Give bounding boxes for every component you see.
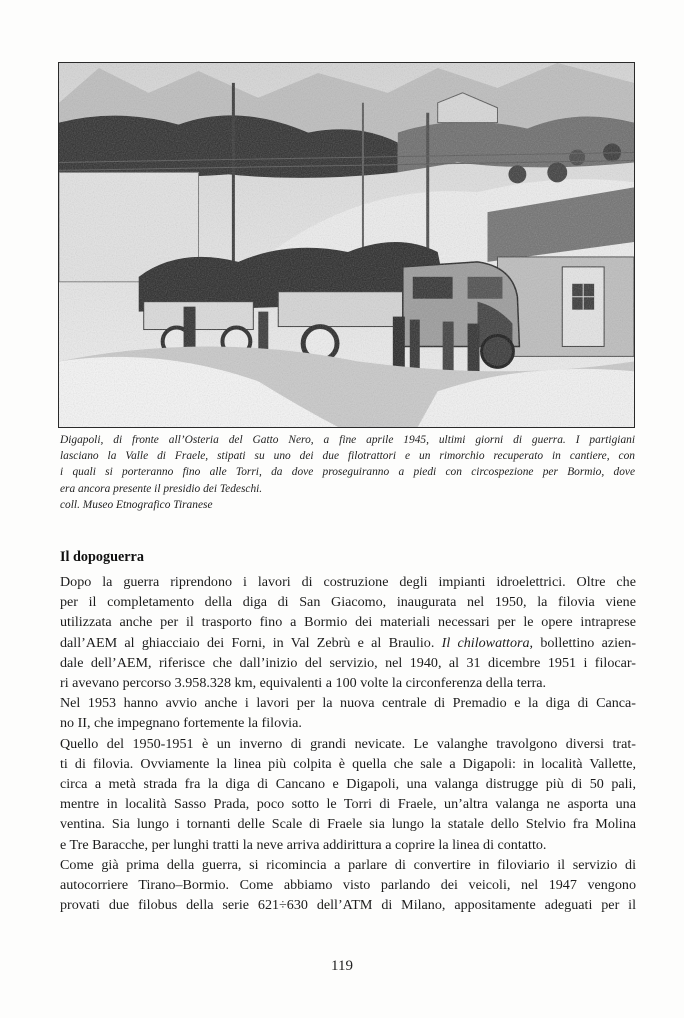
caption-line: lasciano la Valle di Fraele, stipati su uno dei due filotrattori e un rimorchio recuperato in cantiere, con — [60, 450, 635, 463]
body-line: no II, che impegnano fortemente la filovia. — [60, 715, 302, 732]
body-line: Nel 1953 hanno avvio anche i lavori per la nuova centrale di Premadio e la diga di Canca- — [60, 695, 636, 712]
photo-credit: coll. Museo Etnografico Tiranese — [60, 498, 213, 511]
body-line: mentre in località Sasso Prada, poco sotto le Torri di Fraele, un’altra valanga ne asporta una — [60, 796, 636, 813]
body-line: Quello del 1950-1951 è un inverno di grandi nevicate. Le valanghe travolgono diversi trat- — [60, 735, 636, 752]
body-line: e Tre Baracche, per lunghi tratti la neve arriva addirittura a coprire la linea di contatto. — [60, 836, 547, 853]
section-heading: Il dopoguerra — [60, 549, 144, 565]
body-line: Come già prima della guerra, si ricomincia a parlare di convertire in filoviario il servizio di — [60, 856, 636, 873]
body-line: utilizzata anche per il trasporto fino a Bormio dei materiali necessari per le opere intraprese — [60, 614, 636, 631]
body-line: provati due filobus della serie 621÷630 dell’ATM di Milano, appositamente adeguati per il — [60, 897, 636, 914]
body-line: autocorriere Tirano–Bormio. Come abbiamo visto parlando dei veicoli, nel 1947 vengono — [60, 877, 636, 894]
body-line: circa a metà strada fra la diga di Cancano e Digapoli, una valanga distrugge più di 50 pali, — [60, 776, 636, 793]
body-line: ri avevano percorso 3.958.328 km, equivalenti a 100 volte la circonferenza della terra. — [60, 675, 547, 692]
body-line-text: , bollettino azien- — [529, 634, 637, 651]
body-line-text: dall’AEM al ghiacciaio dei Forni, in Val Zebrù e al Braulio. — [60, 634, 442, 651]
photo-illustration — [59, 63, 634, 427]
caption-line: i quali si porteranno fino alle Torri, da dove proseguiranno a piedi con circospezione per Bormio, dove — [60, 466, 635, 479]
body-line: ti di filovia. Ovviamente la linea più colpita è quella che sale a Digapoli: in località Vallette, — [60, 755, 636, 772]
page-number: 119 — [331, 958, 353, 974]
body-line: Dopo la guerra riprendono i lavori di costruzione degli impianti idroelettrici. Oltre che — [60, 574, 636, 590]
body-text — [60, 572, 636, 915]
historical-photo — [58, 62, 635, 428]
body-line: dale dell’AEM, riferisce che dall’inizio del servizio, nel 1940, al 31 dicembre 1951 i filocar- — [60, 654, 636, 671]
caption-line: era ancora presente il presidio dei Tedeschi. — [60, 482, 263, 495]
body-line: ventina. Sia lungo i tornanti delle Scale di Fraele sia lungo la statale dello Stelvio fra Molina — [60, 816, 636, 833]
publication-title: Il chilowattora — [441, 634, 530, 651]
body-line — [60, 633, 636, 653]
caption-line: Digapoli, di fronte all’Osteria del Gatto Nero, a fine aprile 1945, ultimi giorni di guerra. I partigiani — [60, 434, 635, 446]
photo-caption — [60, 432, 635, 513]
body-line: per il completamento della diga di San Giacomo, inaugurata nel 1950, la filovia viene — [60, 594, 636, 611]
